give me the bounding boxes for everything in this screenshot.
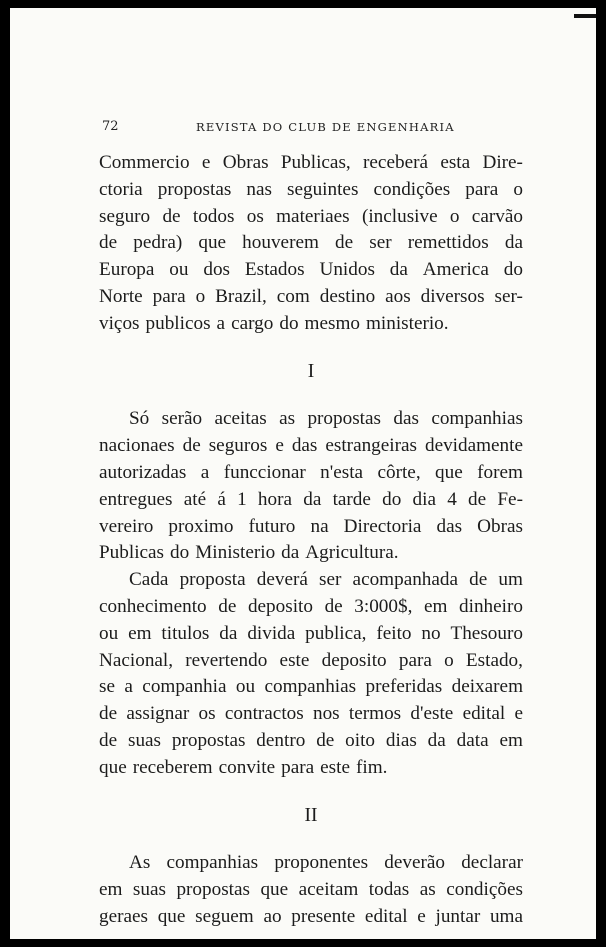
word: todos	[192, 205, 235, 227]
word: proponentes	[274, 852, 369, 874]
text-line	[99, 514, 523, 541]
word: Norte	[99, 285, 143, 307]
word: companhias	[166, 852, 259, 874]
word: destino	[319, 285, 376, 307]
word: edital	[462, 703, 506, 725]
word: Obras	[477, 515, 523, 537]
word: ser	[319, 569, 342, 591]
text-line	[99, 204, 523, 231]
word: de	[316, 729, 335, 751]
word: funccionar	[223, 461, 306, 483]
text-line	[99, 904, 523, 931]
word: este	[320, 756, 350, 778]
text-line	[99, 177, 523, 204]
word: propostas	[176, 879, 250, 901]
word: (inclusive	[361, 205, 438, 227]
word: as	[279, 408, 296, 430]
word: da	[427, 729, 446, 751]
paragraph-section-i-2	[99, 567, 523, 781]
word: Dire-	[482, 152, 523, 173]
word: o	[513, 178, 523, 200]
word: das	[436, 515, 463, 537]
text-line	[99, 755, 523, 782]
text-line	[99, 540, 523, 567]
word: 4	[447, 488, 457, 510]
word: carvão	[471, 205, 523, 227]
word: de	[469, 569, 488, 591]
word: á	[217, 488, 226, 510]
word: ministerio.	[365, 312, 449, 334]
word: de	[182, 435, 201, 457]
text-line	[99, 594, 523, 621]
page-number: 72	[102, 119, 119, 134]
word: aos	[385, 285, 411, 307]
section-heading-ii: II	[304, 804, 318, 826]
word: e	[514, 703, 523, 725]
word: Nacional,	[99, 649, 174, 671]
word: dinheiro	[459, 595, 523, 617]
word: das	[291, 435, 318, 457]
word: assignar	[126, 703, 190, 725]
word: do	[382, 488, 402, 510]
word: seguintes	[287, 178, 359, 200]
word: receberá	[363, 152, 428, 173]
word: Commercio	[99, 152, 190, 173]
text-line	[99, 701, 523, 728]
word: conhecimento	[99, 595, 207, 617]
word: deixarem	[451, 676, 523, 698]
text-line	[99, 648, 523, 675]
running-title: REVISTA DO CLUB DE ENGENHARIA	[196, 120, 455, 134]
word: convite	[218, 756, 276, 778]
word: em	[499, 729, 523, 751]
word: presente	[291, 905, 356, 927]
text-line	[99, 257, 523, 284]
word: dentro	[256, 729, 306, 751]
word: futuro	[248, 515, 296, 537]
word: tarde	[332, 488, 371, 510]
word: em	[128, 622, 152, 644]
word: ser	[369, 232, 392, 254]
word: aceitam	[298, 879, 359, 901]
word: vereiro	[99, 515, 154, 537]
word: Só	[129, 408, 150, 430]
word: houverem	[242, 232, 319, 254]
word: 1	[237, 488, 247, 510]
word: da	[281, 542, 300, 564]
word: receberem	[132, 756, 213, 778]
paragraph-section-ii-1	[99, 850, 523, 930]
word: hora	[257, 488, 292, 510]
page-header	[102, 119, 512, 139]
word: forem	[477, 461, 523, 483]
word: data	[456, 729, 489, 751]
word: de	[99, 703, 118, 725]
word: ao	[263, 905, 282, 927]
word: de	[218, 595, 237, 617]
word: para	[281, 756, 315, 778]
word: ou	[99, 622, 119, 644]
word: côrte,	[377, 461, 421, 483]
word: deposito	[321, 649, 387, 671]
word: publicos	[145, 312, 211, 334]
word: de	[324, 595, 343, 617]
word: serão	[161, 408, 203, 430]
word: aceitas	[214, 408, 267, 430]
word: todas	[368, 879, 410, 901]
word: Obras	[222, 152, 269, 173]
word: Thesouro	[450, 622, 523, 644]
word: devidamente	[424, 435, 523, 457]
word: mesmo	[304, 312, 360, 334]
word: da	[504, 232, 523, 254]
word: Agricultura.	[305, 542, 399, 564]
word: publica,	[305, 622, 367, 644]
text-line	[99, 230, 523, 257]
word: os	[246, 205, 264, 227]
word: Estado,	[465, 649, 523, 671]
paragraph-section-i-1	[99, 406, 523, 567]
word: esta	[440, 152, 471, 173]
word: para	[465, 178, 499, 200]
word: para	[152, 285, 186, 307]
word: os	[198, 703, 216, 725]
word: e	[201, 152, 211, 173]
text-line	[99, 150, 523, 177]
word: materiaes	[276, 205, 350, 227]
text-line	[99, 728, 523, 755]
text-line	[99, 406, 523, 433]
word: Ministerio	[195, 542, 276, 564]
word: dia	[412, 488, 436, 510]
word: suas	[132, 879, 166, 901]
section-heading-i: I	[307, 360, 315, 382]
word: companhias	[264, 676, 357, 698]
word: pedra)	[133, 232, 183, 254]
word: ctoria	[99, 178, 143, 200]
text-line	[99, 433, 523, 460]
word: o	[195, 285, 206, 307]
word: autorizadas	[99, 461, 187, 483]
word: condições	[373, 178, 451, 200]
word: estrangeiras	[325, 435, 417, 457]
word: Estados	[244, 259, 305, 281]
word: contractos	[224, 703, 304, 725]
word: ser-	[494, 285, 523, 307]
word: ou	[235, 676, 256, 698]
word: de	[162, 205, 181, 227]
scan-edge-mark	[574, 14, 596, 18]
word: ou	[169, 259, 189, 281]
word: a	[124, 676, 133, 698]
word: e	[417, 905, 426, 927]
word: America	[422, 259, 489, 281]
word: Publicas,	[280, 152, 351, 173]
page	[10, 8, 596, 939]
word: uma	[489, 905, 523, 927]
word: diversos	[420, 285, 485, 307]
text-line	[99, 460, 523, 487]
word: fim.	[355, 756, 388, 778]
word: no	[421, 622, 441, 644]
word: viços	[99, 312, 140, 334]
word: em	[99, 879, 123, 901]
word: na	[310, 515, 329, 537]
word: Brazil,	[215, 285, 267, 307]
word: Cada	[129, 569, 169, 591]
word: Europa	[99, 259, 155, 281]
word: propostas	[171, 729, 246, 751]
word: suas	[127, 729, 162, 751]
word: de	[99, 729, 118, 751]
word: seguro	[99, 205, 151, 227]
word: que	[99, 756, 127, 778]
word: deverá	[256, 569, 308, 591]
word: nacionaes	[99, 435, 175, 457]
word: que	[198, 232, 227, 254]
word: companhias	[431, 408, 523, 430]
text-line	[99, 567, 523, 594]
paragraph-intro	[99, 150, 523, 338]
word: deposito	[247, 595, 313, 617]
word: um	[498, 569, 523, 591]
word: do	[170, 542, 190, 564]
word: da	[389, 259, 408, 281]
word: que	[157, 905, 186, 927]
word: Directoria	[343, 515, 422, 537]
word: juntar	[435, 905, 481, 927]
word: Fe-	[497, 488, 523, 510]
word: entregues	[99, 488, 173, 510]
word: n'esta	[320, 461, 364, 483]
word: oito	[345, 729, 376, 751]
word: As	[129, 852, 151, 874]
text-line	[99, 850, 523, 877]
word: do	[503, 259, 523, 281]
word: se	[99, 676, 115, 698]
word: nos	[312, 703, 340, 725]
word: de	[468, 488, 487, 510]
word: preferidas	[365, 676, 443, 698]
text-line	[99, 487, 523, 514]
word: em	[423, 595, 448, 617]
word: nas	[246, 178, 272, 200]
word: o	[444, 649, 454, 671]
word: divida	[247, 622, 296, 644]
word: até	[183, 488, 207, 510]
word: da	[303, 488, 322, 510]
word: de	[335, 232, 354, 254]
word: do	[279, 312, 299, 334]
word: o	[449, 205, 460, 227]
word: de	[99, 232, 118, 254]
word: com	[276, 285, 310, 307]
word: companhia	[142, 676, 227, 698]
word: remettidos	[407, 232, 489, 254]
text-line	[99, 311, 523, 338]
text-line	[99, 621, 523, 648]
word: e	[275, 435, 284, 457]
word: condições	[446, 879, 523, 901]
body-text	[99, 150, 523, 931]
word: para	[398, 649, 432, 671]
word: que	[260, 879, 289, 901]
word: que	[435, 461, 463, 483]
word: edital	[364, 905, 408, 927]
word: deverão	[384, 852, 446, 874]
word: 3:000$,	[354, 595, 413, 617]
word: Unidos	[319, 259, 375, 281]
word: propostas	[157, 178, 232, 200]
word: seguem	[195, 905, 254, 927]
text-line	[99, 877, 523, 904]
word: d'este	[410, 703, 454, 725]
word: Publicas	[99, 542, 165, 564]
word: a	[216, 312, 226, 334]
word: proximo	[168, 515, 234, 537]
word: proposta	[179, 569, 246, 591]
word: seguros	[208, 435, 268, 457]
word: declarar	[461, 852, 523, 874]
word: a	[200, 461, 210, 483]
word: dias	[385, 729, 417, 751]
word: as	[419, 879, 436, 901]
word: da	[219, 622, 238, 644]
word: termos	[348, 703, 402, 725]
text-line	[99, 284, 523, 311]
word: das	[393, 408, 419, 430]
text-line	[99, 674, 523, 701]
word: acompanhada	[352, 569, 459, 591]
word: propostas	[307, 408, 381, 430]
word: dos	[203, 259, 231, 281]
word: feito	[376, 622, 412, 644]
word: revertendo	[185, 649, 268, 671]
word: geraes	[99, 905, 148, 927]
word: titulos	[161, 622, 210, 644]
word: este	[279, 649, 310, 671]
word: cargo	[231, 312, 274, 334]
